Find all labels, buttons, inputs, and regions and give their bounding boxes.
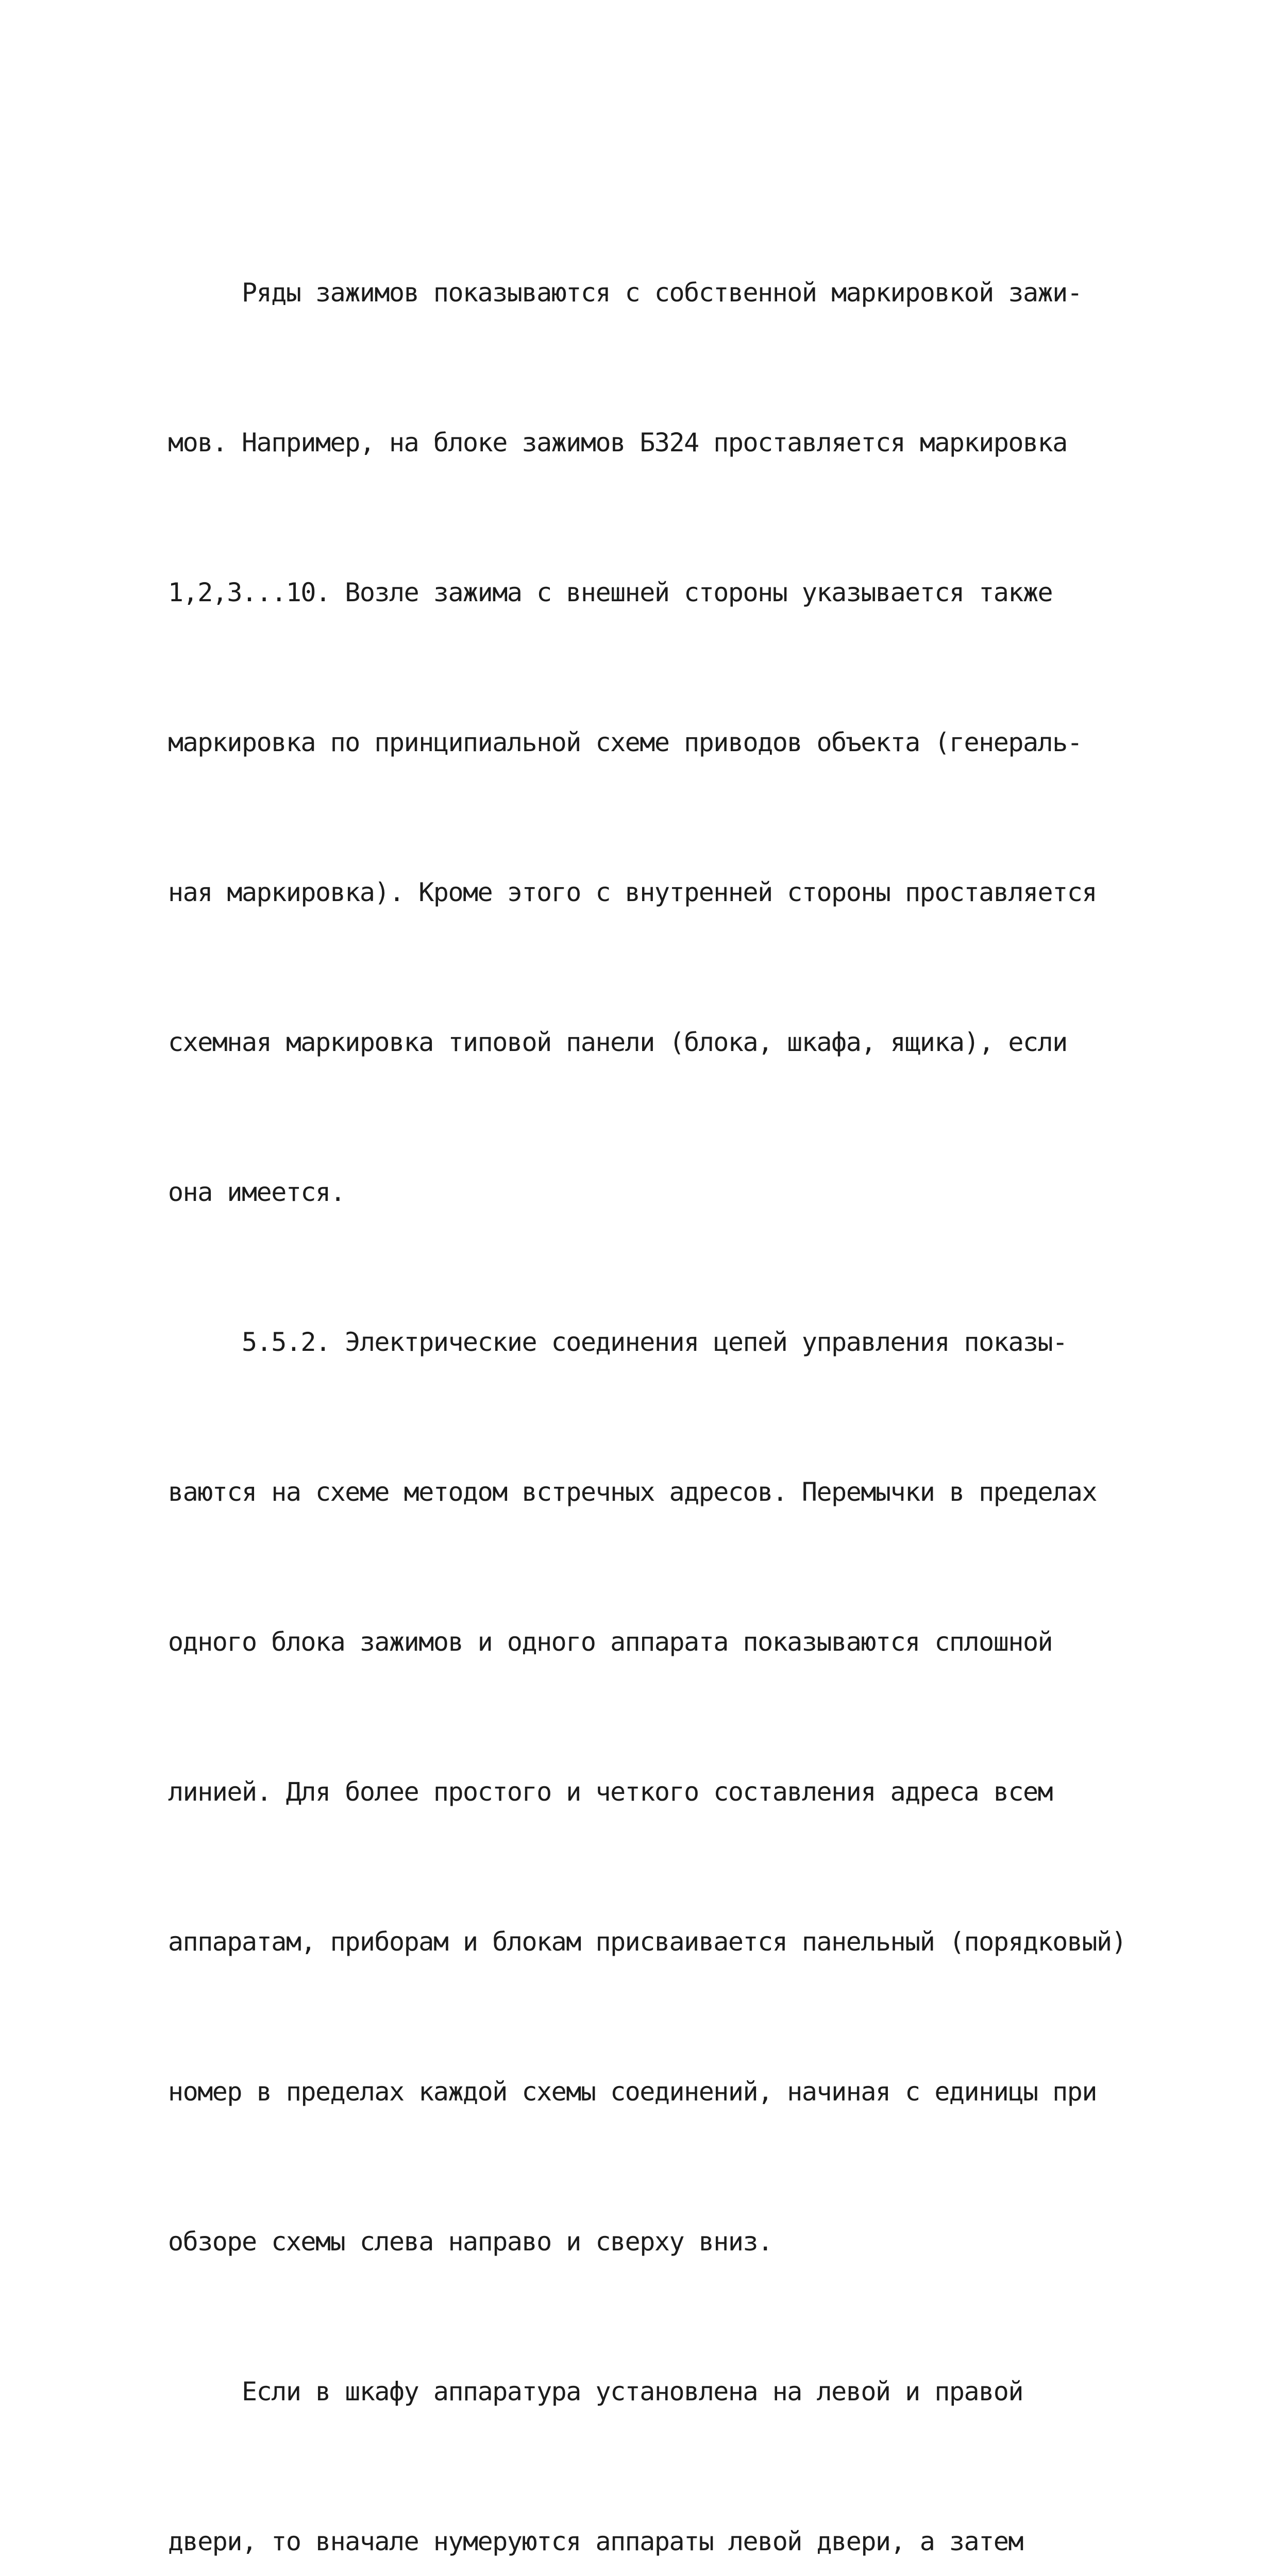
text-line: двери, то вначале нумеруются аппараты левой двери, а затем (168, 2527, 1023, 2556)
text-line: Если в шкафу аппаратура установлена на левой и правой (168, 2377, 1023, 2406)
text-line: номер в пределах каждой схемы соединений, начиная с единицы при (168, 2077, 1097, 2107)
text-line: 1,2,3...10. Возле зажима с внешней стороны указывается также (168, 578, 1053, 607)
text-line: обзоре схемы слева направо и сверху вниз. (168, 2227, 772, 2257)
text-line: она имеется. (168, 1177, 345, 1207)
text-line: ваются на схеме методом встречных адресов. Перемычки в пределах (168, 1477, 1097, 1507)
text-line: линией. Для более простого и четкого составления адреса всем (168, 1777, 1053, 1807)
document-text (168, 168, 1178, 2576)
text-line: мов. Например, на блоке зажимов БЗ24 проставляется маркировка (168, 428, 1067, 457)
text-line: 5.5.2. Электрические соединения цепей управления показы- (168, 1327, 1067, 1357)
text-line: ная маркировка). Кроме этого с внутренней стороны проставляется (168, 877, 1097, 907)
text-line: одного блока зажимов и одного аппарата показываются сплошной (168, 1627, 1053, 1657)
text-line: маркировка по принципиальной схеме приводов объекта (генераль- (168, 727, 1082, 757)
text-line: аппаратам, приборам и блокам присваивается панельный (порядковый) (168, 1927, 1126, 1957)
text-line: Ряды зажимов показываются с собственной маркировкой зажи- (168, 278, 1082, 308)
text-line: схемная маркировка типовой панели (блока, шкафа, ящика), если (168, 1027, 1067, 1057)
